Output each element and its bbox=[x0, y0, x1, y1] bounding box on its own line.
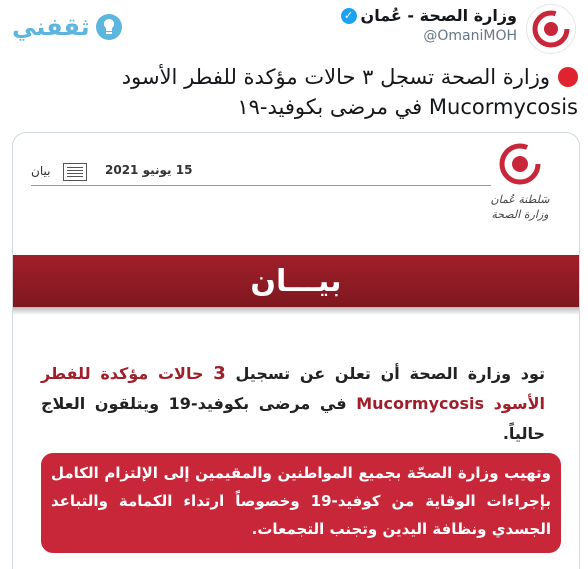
tweet-line-2: Mucormycosis في مرضى بكوفيد-١٩ bbox=[237, 95, 578, 119]
document-icon bbox=[63, 163, 87, 181]
account-name-row[interactable] bbox=[341, 6, 517, 25]
moh-emblem-icon bbox=[531, 9, 571, 49]
tweet-text bbox=[18, 62, 578, 122]
lightbulb-icon bbox=[94, 12, 124, 42]
header-divider bbox=[31, 185, 491, 186]
tweet-line-1: وزارة الصحة تسجل ٣ حالات مؤكدة للفطر الأسود bbox=[18, 62, 578, 92]
statement-banner bbox=[13, 255, 579, 307]
banner-shadow bbox=[13, 307, 579, 315]
statement-paragraph-2: وتهيب وزارة الصحّة بجميع المواطنين والمقيمين إلى الإلتزام الكامل بإجراءات الوقاية من كوفيد-19 وخصوصاً ارتداء الكمامة والتباعد الجسدي ونظافة اليدين وتجنب التجمعات. bbox=[41, 453, 561, 553]
red-circle-icon bbox=[558, 67, 578, 87]
banner-title: بيـــان bbox=[250, 263, 342, 299]
document-date: 15 يونيو 2021 bbox=[105, 163, 193, 177]
watermark-logo bbox=[12, 12, 124, 42]
document-type: بيان bbox=[31, 164, 51, 178]
watermark-text: ثقفني bbox=[12, 13, 90, 41]
account-handle[interactable]: @OmaniMOH bbox=[423, 28, 517, 44]
account-avatar[interactable] bbox=[526, 4, 576, 54]
logo-caption-1: سَلطنة عُمان bbox=[490, 193, 550, 206]
tweet-media-image[interactable] bbox=[12, 132, 580, 569]
account-name[interactable]: وزارة الصحة - عُمان bbox=[360, 6, 517, 25]
moh-emblem-icon bbox=[497, 141, 543, 187]
document-logo bbox=[475, 141, 565, 221]
verified-badge-icon: ✓ bbox=[341, 8, 357, 24]
logo-caption-2: وزارة الصحة bbox=[491, 208, 549, 221]
statement-paragraph-1: تود وزارة الصحة أن تعلن عن تسجيل 3 حالات مؤكدة للفطر الأسود Mucormycosis في مرضى بكوفيد-19 ويتلقون العلاج حالياً. bbox=[41, 363, 546, 443]
